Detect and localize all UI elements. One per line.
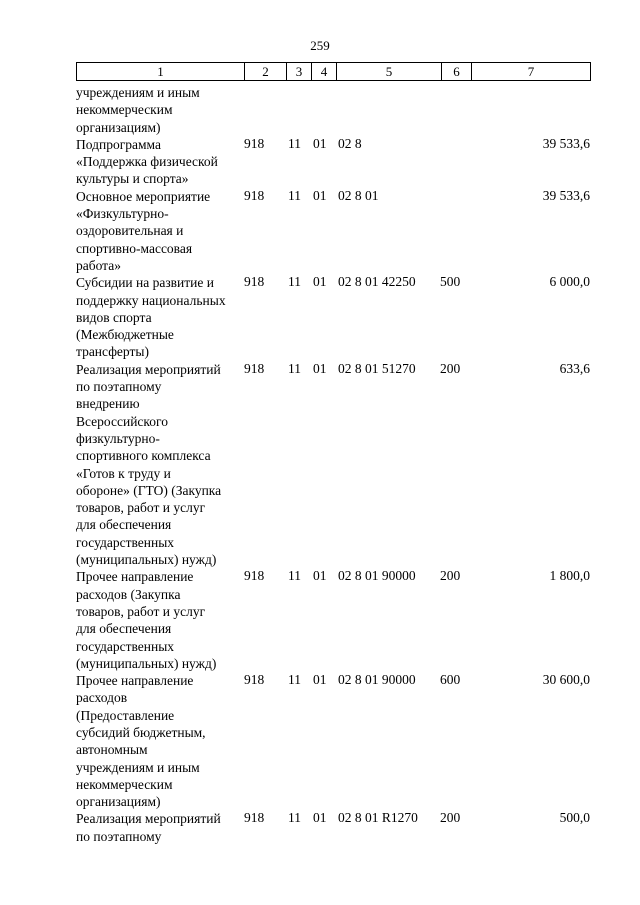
row-name-line: автономным <box>76 742 148 758</box>
row-name-line: расходов <box>76 690 128 706</box>
section-code: 11 <box>288 274 301 290</box>
row-name-line: спортивно-массовая <box>76 240 193 256</box>
row-name-line: культуры и спорта» <box>76 171 189 187</box>
table-row <box>76 568 592 672</box>
row-name-line: обороне» (ГТО) (Закупка <box>76 482 222 498</box>
row-name-line: (Предоставление <box>76 707 175 723</box>
row-name-line: «Поддержка физической <box>76 154 218 170</box>
admin-code: 918 <box>244 135 265 151</box>
row-name-line: для обеспечения <box>76 517 172 533</box>
row-name-line: физкультурно- <box>76 430 160 446</box>
row-name-line: Реализация мероприятий <box>76 361 221 377</box>
section-code: 11 <box>288 568 301 584</box>
amount: 6 000,0 <box>549 274 590 290</box>
column-header-3: 3 <box>287 63 312 81</box>
amount: 39 533,6 <box>542 187 590 203</box>
row-name <box>76 84 244 136</box>
column-header-2: 2 <box>245 63 287 81</box>
admin-code: 918 <box>244 672 265 688</box>
target-article: 02 8 01 90000 <box>338 568 416 584</box>
target-article: 02 8 01 90000 <box>338 672 416 688</box>
row-name-line: (Межбюджетные <box>76 327 174 343</box>
row-name <box>76 274 244 360</box>
row-name-line: организациям) <box>76 794 161 810</box>
table-row <box>76 136 592 188</box>
target-article: 02 8 01 <box>338 187 379 203</box>
section-code: 11 <box>288 810 301 826</box>
table-row <box>76 84 592 136</box>
amount: 1 800,0 <box>549 568 590 584</box>
section-code: 11 <box>288 360 301 376</box>
row-name-line: оздоровительная и <box>76 223 184 239</box>
subsection-code: 01 <box>313 360 327 376</box>
row-name-line: некоммерческим <box>76 102 173 118</box>
row-name-line: поддержку национальных <box>76 292 226 308</box>
column-header-table <box>76 62 591 81</box>
subsection-code: 01 <box>313 810 327 826</box>
row-name-line: по поэтапному <box>76 379 162 395</box>
row-name-line: субсидий бюджетным, <box>76 724 206 740</box>
row-name-line: некоммерческим <box>76 776 173 792</box>
row-name-line: Подпрограмма <box>76 136 161 152</box>
subsection-code: 01 <box>313 187 327 203</box>
row-name-line: государственных <box>76 638 175 654</box>
amount: 39 533,6 <box>542 135 590 151</box>
row-name-line: внедрению <box>76 396 140 412</box>
expense-type: 600 <box>440 672 461 688</box>
row-name-line: «Готов к труду и <box>76 465 171 481</box>
row-name-line: Основное мероприятие <box>76 188 211 204</box>
expense-type: 500 <box>440 274 461 290</box>
amount: 500,0 <box>559 810 590 826</box>
row-name-line: Всероссийского <box>76 413 168 429</box>
row-name <box>76 568 244 672</box>
row-name-line: товаров, работ и услуг <box>76 500 206 516</box>
row-name-line: государственных <box>76 534 175 550</box>
admin-code: 918 <box>244 187 265 203</box>
row-name-line: учреждениям и иным <box>76 85 200 100</box>
row-name <box>76 810 244 845</box>
budget-table-body <box>76 84 592 845</box>
row-name-line: трансферты) <box>76 344 149 360</box>
target-article: 02 8 01 42250 <box>338 274 416 290</box>
column-header-row <box>77 63 591 81</box>
amount: 30 600,0 <box>542 672 590 688</box>
row-name-line: (муниципальных) нужд) <box>76 552 217 568</box>
row-name-line: учреждениям и иным <box>76 759 200 775</box>
target-article: 02 8 01 R1270 <box>338 810 418 826</box>
page-number: 259 <box>310 38 330 53</box>
admin-code: 918 <box>244 360 265 376</box>
row-name-line: Прочее направление <box>76 673 194 689</box>
target-article: 02 8 01 51270 <box>338 360 416 376</box>
row-name-line: расходов (Закупка <box>76 586 181 602</box>
target-article: 02 8 <box>338 135 362 151</box>
subsection-code: 01 <box>313 568 327 584</box>
table-row <box>76 361 592 569</box>
row-name-line: работа» <box>76 257 121 273</box>
table-row <box>76 672 592 810</box>
row-name-line: для обеспечения <box>76 621 172 637</box>
row-name-line: товаров, работ и услуг <box>76 603 206 619</box>
column-header-4: 4 <box>312 63 337 81</box>
expense-type: 200 <box>440 360 461 376</box>
row-name-line: видов спорта <box>76 309 152 325</box>
section-code: 11 <box>288 135 301 151</box>
row-name-line: (муниципальных) нужд) <box>76 655 217 671</box>
amount: 633,6 <box>559 360 590 376</box>
row-name <box>76 361 244 569</box>
table-row <box>76 810 592 845</box>
subsection-code: 01 <box>313 672 327 688</box>
column-header-5: 5 <box>337 63 442 81</box>
expense-type: 200 <box>440 568 461 584</box>
row-name-line: организациям) <box>76 119 161 135</box>
admin-code: 918 <box>244 810 265 826</box>
subsection-code: 01 <box>313 135 327 151</box>
row-name-line: Прочее направление <box>76 569 194 585</box>
section-code: 11 <box>288 187 301 203</box>
section-code: 11 <box>288 672 301 688</box>
expense-type: 200 <box>440 810 461 826</box>
admin-code: 918 <box>244 274 265 290</box>
table-row <box>76 188 592 274</box>
column-header-7: 7 <box>472 63 591 81</box>
table-row <box>76 274 592 360</box>
row-name-line: Реализация мероприятий <box>76 811 221 827</box>
column-header-6: 6 <box>442 63 472 81</box>
row-name <box>76 188 244 274</box>
subsection-code: 01 <box>313 274 327 290</box>
column-header-1: 1 <box>77 63 245 81</box>
row-name-line: спортивного комплекса <box>76 448 211 464</box>
row-name-line: Субсидии на развитие и <box>76 275 214 291</box>
row-name <box>76 672 244 810</box>
admin-code: 918 <box>244 568 265 584</box>
row-name-line: «Физкультурно- <box>76 206 169 222</box>
row-name <box>76 136 244 188</box>
row-name-line: по поэтапному <box>76 828 162 844</box>
